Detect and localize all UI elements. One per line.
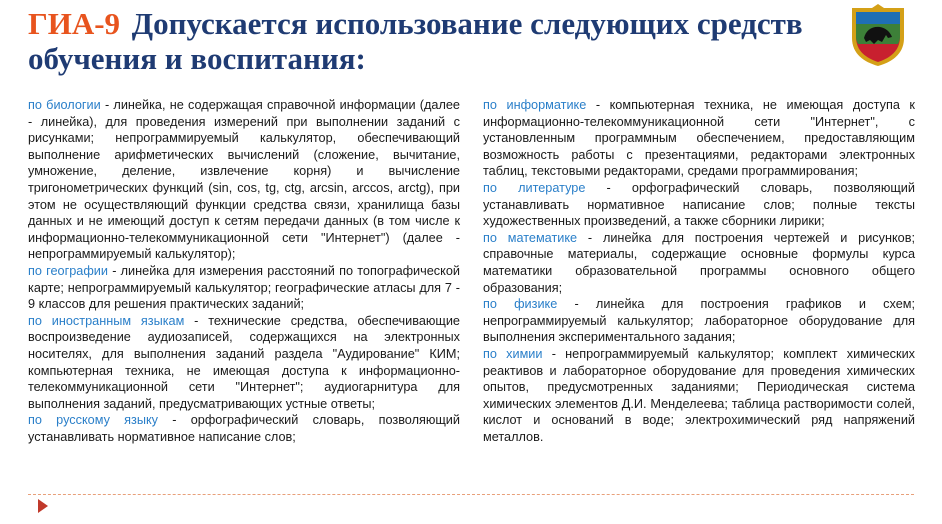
item-text: - орфографический словарь, позволяющий устанавливать нормативное написание слов; полные тексты художественных произведений, а также сборники лирики; — [483, 180, 915, 229]
list-item-russian — [28, 412, 460, 445]
subject-literature: по литературе — [483, 180, 586, 195]
item-text: - орфографический словарь, позволяющий устанавливать нормативное написание слов; — [28, 413, 460, 444]
next-slide-arrow-icon[interactable] — [38, 499, 48, 513]
list-item-chemistry — [483, 346, 915, 446]
list-item-geography — [28, 263, 460, 313]
subject-russian: по русскому языку — [28, 413, 159, 428]
list-item-informatics — [483, 97, 915, 180]
list-item-mathematics — [483, 230, 915, 296]
item-text: - технические средства, обеспечивающие воспроизведение аудиозаписей, содержащихся на электронных носителях, для выполнения заданий раздела "Аудирование" КИМ; компьютерная техника, не имеющая доступа к информационно-телекоммуникационной сети "Интернет"; аудиогарнитура для выполнения заданий, предусматривающих устные ответы; — [28, 313, 460, 411]
subject-foreign-languages: по иностранным языкам — [28, 313, 185, 328]
footer-divider — [28, 494, 914, 495]
subject-physics: по физике — [483, 297, 558, 312]
left-column — [28, 97, 460, 445]
subject-chemistry: по химии — [483, 346, 543, 361]
list-item-biology — [28, 97, 460, 263]
subject-biology: по биологии — [28, 98, 101, 112]
list-item-literature — [483, 180, 915, 230]
subject-geography: по географии — [28, 263, 108, 278]
list-item-physics — [483, 296, 915, 346]
item-text: - линейка для построения графиков и схем; непрограммируемый калькулятор; лабораторное оборудование для выполнения экспериментального задания; — [483, 297, 915, 345]
right-column — [483, 97, 915, 445]
list-item-foreign-languages — [28, 313, 460, 413]
item-text: - линейка для построения чертежей и рисунков; справочные материалы, содержащие основные формулы курса математики образовательной программы основного общего образования; — [483, 230, 915, 295]
title-text: Допускается использование следующих средств обучения и воспитания: — [28, 6, 803, 76]
subject-informatics: по информатике — [483, 98, 587, 112]
subject-mathematics: по математике — [483, 230, 578, 245]
item-text: - непрограммируемый калькулятор; комплект химических реактивов и лабораторное оборудование для проведения химических опытов, предусмотренных заданиями; Периодическая система химических элементов Д.И. Менделеева; таблица растворимости солей, кислот и оснований в воде; электрохимический ряд напряжений металлов. — [483, 346, 916, 444]
title-tag: ГИА-9 — [28, 6, 121, 41]
item-text: - компьютерная техника, не имеющая доступа к информационно-телекоммуникационной сети "Интернет", с установленным программным обеспечением, предоставляющим возможность работы с презентациями, редакторами электронных таблиц, текстовыми редакторами, средами программирования; — [483, 98, 915, 179]
slide-title — [28, 6, 848, 76]
item-text: - линейка для измерения расстояний по топографической карте; непрограммируемый калькулятор; географические атласы для 7 - 9 классов для решения практических заданий; — [28, 263, 460, 312]
coat-of-arms-icon — [846, 4, 910, 68]
item-text: - линейка, не содержащая справочной информации (далее - линейка), для проведения измерений при выполнении заданий с рисунками; непрограммируемый калькулятор, обеспечивающий выполнение арифметических вычислений (сложение, вычитание, умножение, деление, извлечение корня) и вычисление тригонометрических функций (sin, cos, tg, ctg, arcsin, arccos, arctg), при этом не осуществляющий функции средства связи, хранилища базы данных и не имеющий доступ к сетям передачи данных (в том числе к информационно-телекоммуникационной сети "Интернет") (далее - непрограммируемый калькулятор); — [28, 98, 460, 262]
